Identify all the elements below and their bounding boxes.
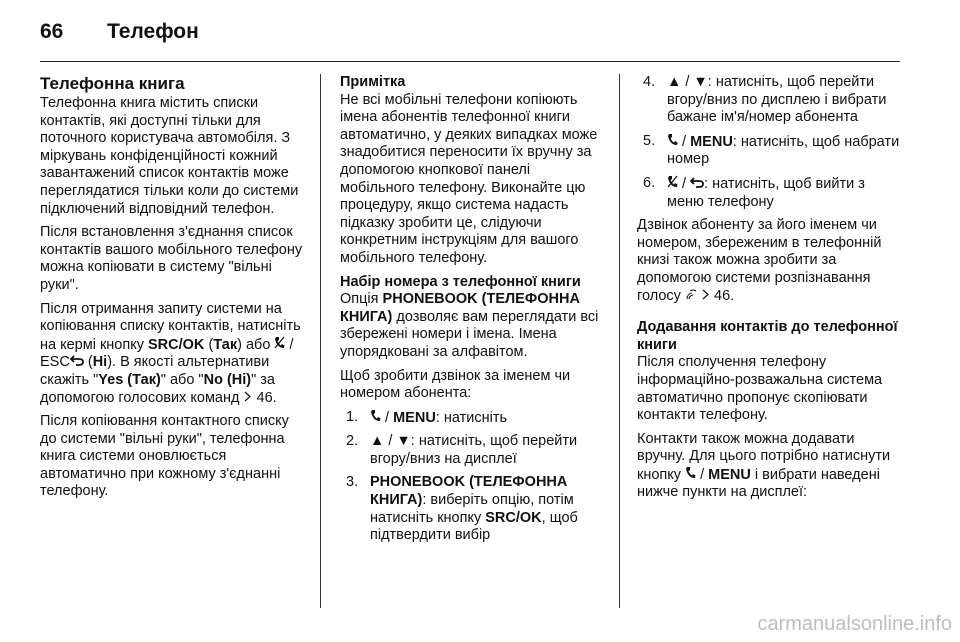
paragraph: Дзвінок абоненту за його іменем чи номером, збереженим в телефонній книзі також можна зробити за допомогою системи розпізнавання голосу 46. bbox=[637, 217, 882, 304]
list-item: 6. / : натисніть, щоб вийти з меню телефону bbox=[643, 174, 865, 210]
page-reference-icon bbox=[701, 288, 710, 306]
phone-hangup-icon bbox=[274, 336, 285, 355]
list-item: 3. PHONEBOOK (ТЕЛЕФОННА КНИГА): виберіть опцію, потім натисніть кнопку SRC/OK, щоб підтвердити вибір bbox=[346, 474, 578, 544]
note-text: Не всі мобільні телефони копіюють імена абонентів телефонної книги автоматично, у деяких випадках може знадобитися переносити їх вручну за допомогою кнопкової панелі мобільного телефону. Виконайте цю процедуру, якщо система надасть підказку зробити це, слідуючи конкретним інструкціям для вашого мобільного телефону. bbox=[340, 91, 598, 266]
paragraph: Опція PHONEBOOK (ТЕЛЕФОННА КНИГА) дозволяє вам переглядати всі збережені номери і імена. Імена упорядковані за алфавітом. bbox=[340, 291, 599, 360]
column-divider bbox=[320, 74, 321, 608]
paragraph: Щоб зробити дзвінок за іменем чи номером абонента: bbox=[340, 367, 571, 402]
subsection-heading: Додавання контактів до телефонної книги bbox=[637, 319, 898, 353]
phone-call-icon bbox=[667, 133, 678, 152]
column-right bbox=[637, 74, 905, 508]
paragraph: Після копіювання контактного списку до системи "вільні руки", телефонна книга системи оновлюється автоматично при кожному з'єднанні телефону. bbox=[40, 413, 289, 500]
phone-call-icon bbox=[685, 466, 696, 485]
paragraph: Контакти також можна додавати вручну. Для цього потрібно натиснути кнопку / MENU і вибрати наведені нижче пункти на дисплеї: bbox=[637, 430, 891, 501]
voice-control-icon bbox=[685, 288, 697, 306]
column-divider bbox=[619, 74, 620, 608]
column-left bbox=[40, 74, 304, 507]
page-number: 66 bbox=[40, 20, 64, 43]
column-middle bbox=[340, 74, 604, 551]
paragraph: Після сполучення телефону інформаційно-розважальна система автоматично пропонує скопіювати контакти телефону. bbox=[637, 354, 883, 424]
section-heading: Телефонна книга bbox=[40, 74, 185, 93]
back-arrow-icon bbox=[690, 176, 704, 194]
subsection-heading: Набір номера з телефонної книги bbox=[340, 273, 581, 290]
list-item: 2. ▲ / ▼: натисніть, щоб перейти вгору/вниз на дисплеї bbox=[346, 433, 578, 467]
note-title: Примітка bbox=[340, 74, 406, 90]
list-item: 1. / MENU: натисніть bbox=[346, 408, 508, 426]
page-reference-icon bbox=[243, 390, 252, 408]
watermark: carmanualsonline.info bbox=[757, 613, 952, 635]
paragraph: Телефонна книга містить списки контактів, які доступні тільки для поточного користувача автомобіля. З міркувань конфіденційності кожний завантажений список контактів може переглядатися тільки коли до системи підключений відповідний телефон. bbox=[40, 95, 299, 217]
paragraph: Після отримання запиту системи на копіювання списку контактів, натисніть на кермі кнопку SRC/OK (Так) або / ESC (Ні). В якості альтернативи скажіть "Yes (Так)" або "No (Ні)" за допомогою голосових команд 46. bbox=[40, 300, 301, 406]
steps-list bbox=[340, 409, 604, 545]
header-rule bbox=[40, 61, 900, 62]
paragraph: Після встановлення з'єднання список контактів вашого мобільного телефону можна копіювати в систему "вільні руки". bbox=[40, 224, 303, 293]
list-item: 5. / MENU: натисніть, щоб набрати номер bbox=[643, 132, 900, 168]
phone-call-icon bbox=[370, 409, 381, 428]
page-title: Телефон bbox=[107, 20, 199, 43]
phone-hangup-icon bbox=[667, 175, 678, 194]
back-arrow-icon bbox=[70, 354, 84, 372]
note-box bbox=[340, 74, 604, 268]
list-item: 4. ▲ / ▼: натисніть, щоб перейти вгору/вниз по дисплею і вибрати бажане ім'я/номер абонента bbox=[643, 74, 887, 126]
steps-list bbox=[637, 74, 905, 211]
